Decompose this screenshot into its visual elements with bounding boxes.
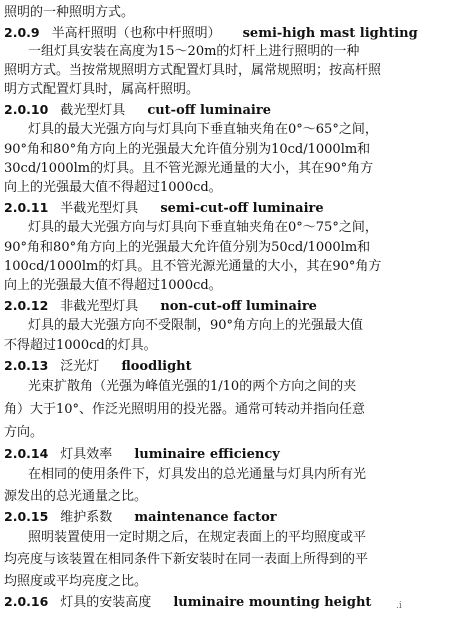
text-line: 30cd/1000lm的灯具。且不管光源光通量的大小，其在90°角方 xyxy=(4,161,374,176)
section-heading xyxy=(4,101,453,120)
text-line: 100cd/1000lm的灯具。且不管光源光通量的大小，其在90°角方 xyxy=(4,259,382,274)
section-number: 2.0.14 xyxy=(4,446,49,461)
text-line: 一组灯具安装在高度为15～20m的灯杆上进行照明的一种 xyxy=(28,44,360,59)
term-chinese: 半高杆照明（也称中杆照明） xyxy=(51,26,221,41)
term-english: floodlight xyxy=(121,359,192,374)
term-chinese: 非截光型灯具 xyxy=(60,299,139,314)
term-english: semi-high mast lighting xyxy=(242,26,418,41)
term-chinese: 半截光型灯具 xyxy=(60,201,139,216)
term-english: semi-cut-off luminaire xyxy=(160,201,324,216)
text-line: 不得超过1000cd的灯具。 xyxy=(4,338,157,353)
term-english: maintenance factor xyxy=(134,510,277,525)
term-chinese: 截光型灯具 xyxy=(60,103,126,118)
section-heading xyxy=(4,593,453,612)
section-number: 2.0.12 xyxy=(4,298,49,313)
section-number: 2.0.11 xyxy=(4,200,49,215)
term-chinese: 灯具的安装高度 xyxy=(60,595,152,610)
text-line: 方向。 xyxy=(4,425,44,440)
text-line: 灯具的最大光强方向与灯具向下垂直轴夹角在0°～65°之间， xyxy=(28,122,378,137)
section-heading xyxy=(4,508,453,527)
section-number: 2.0.16 xyxy=(4,594,49,609)
section-number: 2.0.10 xyxy=(4,102,49,117)
corner-mark: .i xyxy=(396,601,402,611)
term-english: luminaire efficiency xyxy=(134,447,280,462)
text-line: 向上的光强最大值不得超过1000cd。 xyxy=(4,180,222,195)
text-line: 照明的一种照明方式。 xyxy=(4,5,135,20)
term-chinese: 维护系数 xyxy=(60,510,113,525)
term-chinese: 泛光灯 xyxy=(60,359,100,374)
text-line: 90°角和80°角方向上的光强最大允许值分别为10cd/1000lm和 xyxy=(4,142,371,157)
term-english: non-cut-off luminaire xyxy=(160,299,317,314)
section-number: 2.0.9 xyxy=(4,25,40,40)
section-number: 2.0.15 xyxy=(4,509,49,524)
text-line: 源发出的总光通量之比。 xyxy=(4,489,148,504)
section-heading xyxy=(4,24,453,43)
text-line: 灯具的最大光强方向与灯具向下垂直轴夹角在0°～75°之间， xyxy=(28,220,378,235)
text-line: 在相同的使用条件下，灯具发出的总光通量与灯具内所有光 xyxy=(28,467,367,482)
term-english: luminaire mounting height xyxy=(173,595,372,610)
text-line: 角）大于10°、作泛光照明用的投光器。通常可转动并指向任意 xyxy=(4,402,366,417)
section-heading xyxy=(4,297,453,316)
text-line: 灯具的最大光强方向不受限制，90°角方向上的光强最大值 xyxy=(28,318,364,333)
text-line: 明方式配置灯具时，属高杆照明。 xyxy=(4,82,200,97)
text-line: 向上的光强最大值不得超过1000cd。 xyxy=(4,278,222,293)
text-line: 90°角和80°角方向上的光强最大允许值分别为50cd/1000lm和 xyxy=(4,240,371,255)
text-line: 照明方式。当按常规照明方式配置灯具时，属常规照明；按高杆照 xyxy=(4,63,382,78)
term-english: cut-off luminaire xyxy=(147,103,271,118)
text-line: 均亮度与该装置在相同条件下新安装时在同一表面上所得到的平 xyxy=(4,552,369,567)
text-line: 光束扩散角（光强为峰值光强的1/10的两个方向之间的夹 xyxy=(28,379,357,394)
section-heading xyxy=(4,199,453,218)
text-line: 照明装置使用一定时期之后，在规定表面上的平均照度或平 xyxy=(28,530,367,545)
section-heading xyxy=(4,445,453,464)
text-line: 均照度或平均亮度之比。 xyxy=(4,574,148,589)
section-number: 2.0.13 xyxy=(4,358,49,373)
section-heading xyxy=(4,357,453,376)
term-chinese: 灯具效率 xyxy=(60,447,113,462)
